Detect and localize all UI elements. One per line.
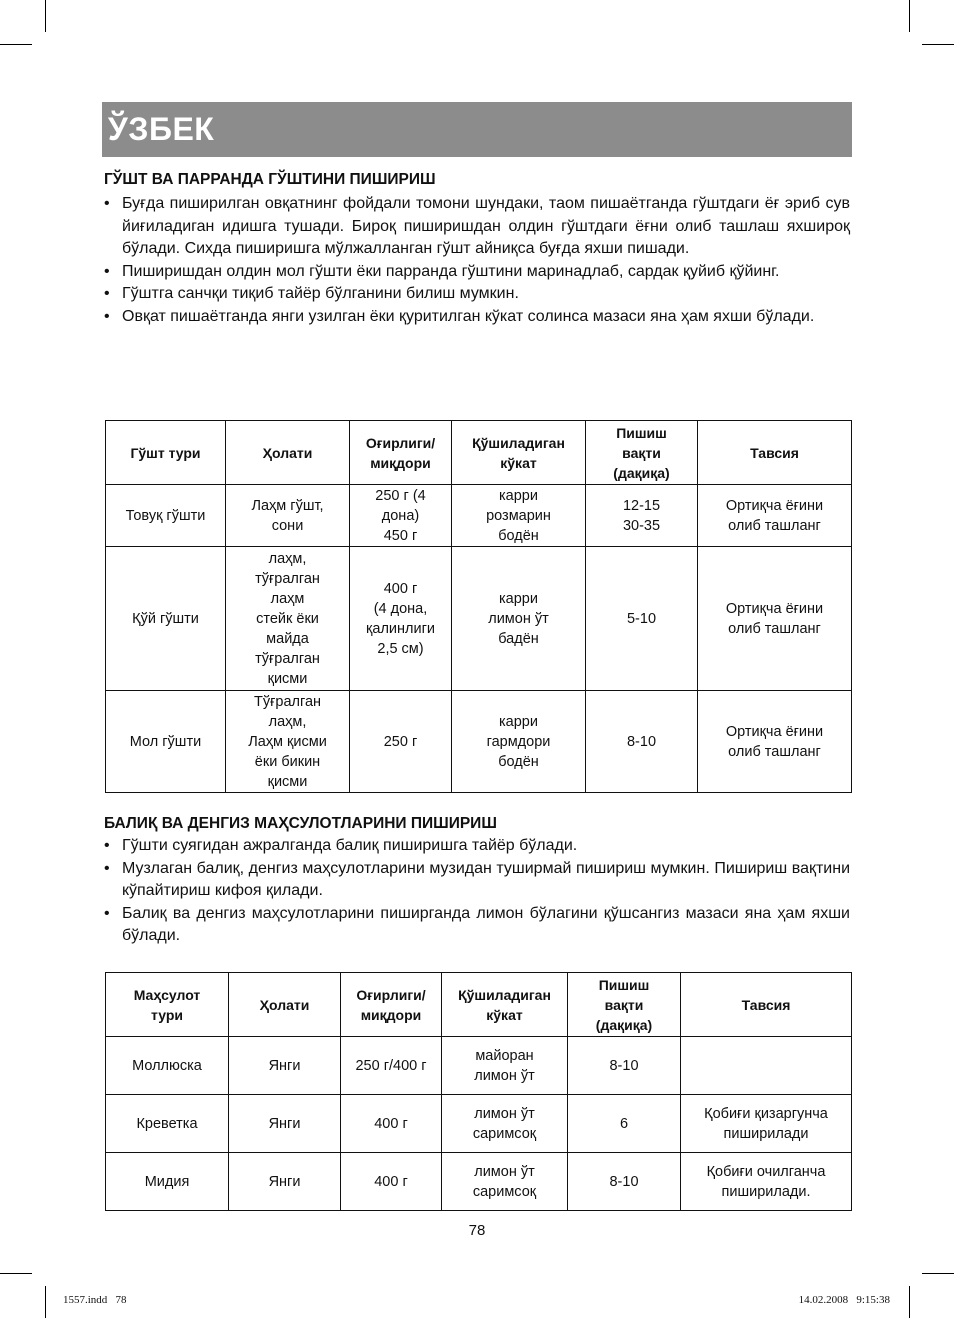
table-cell: Товуқ гўшти [106, 485, 226, 547]
crop-mark [922, 1273, 954, 1274]
table-row [106, 691, 852, 793]
table-cell: 6 [568, 1095, 681, 1153]
column-header: Қўшиладиган кўкат [452, 421, 586, 485]
fish-bullet-list [104, 835, 850, 948]
table-cell: 250 г (4 дона) 450 г [350, 485, 452, 547]
table-cell: Моллюска [106, 1037, 229, 1095]
crop-mark [0, 1273, 32, 1274]
list-item: • Буғда пиширилган овқатнинг фойдали томони шундаки, таом пишаётганда гўштдаги ёғ эриб сув йиғиладиган идишга тушади. Бироқ пиширишдан олдин гўштдаги ёғни олиб ташлаш яхшироқ бўлади. Сихда пиширишга мўлжалланган гўшт айниқса буғда яхши пишади. [104, 193, 850, 261]
meat-section-heading: ГЎШТ ВА ПАРРАНДА ГЎШТИНИ ПИШИРИШ [104, 171, 436, 188]
table-cell: Қобиғи қизаргунча пиширилади [681, 1095, 852, 1153]
table-cell: Янги [229, 1153, 341, 1211]
table-cell: Янги [229, 1095, 341, 1153]
table-cell: Янги [229, 1037, 341, 1095]
meat-cooking-table [105, 420, 852, 793]
meat-bullet-list [104, 193, 850, 328]
table-cell: Тўғралган лаҳм, Лаҳм қисми ёки бикин қисми [226, 691, 350, 793]
table-cell: 400 г (4 дона, қалинлиги 2,5 см) [350, 547, 452, 691]
table-cell: 400 г [341, 1153, 442, 1211]
column-header: Қўшиладиган кўкат [442, 973, 568, 1037]
column-header: Пишиш вақти (дақиқа) [586, 421, 698, 485]
table-row [106, 485, 852, 547]
column-header: Маҳсулот тури [106, 973, 229, 1037]
table-cell: Мидия [106, 1153, 229, 1211]
table-cell: Ортиқча ёғини олиб ташланг [698, 485, 852, 547]
column-header: Оғирлиги/ миқдори [350, 421, 452, 485]
table-row [106, 1095, 852, 1153]
table-cell: Мол гўшти [106, 691, 226, 793]
table-cell: лимон ўт саримсоқ [442, 1095, 568, 1153]
table-cell: Креветка [106, 1095, 229, 1153]
table-row [106, 1153, 852, 1211]
list-item: • Пиширишдан олдин мол гўшти ёки парранда гўштини маринадлаб, сардак қуйиб қўйинг. [104, 261, 850, 284]
table-cell: карри гармдори бодён [452, 691, 586, 793]
column-header: Ҳолати [229, 973, 341, 1037]
seafood-cooking-table [105, 972, 852, 1211]
column-header: Оғирлиги/ миқдори [341, 973, 442, 1037]
table-cell: 8-10 [568, 1153, 681, 1211]
table-header-row [106, 421, 852, 485]
column-header: Ҳолати [226, 421, 350, 485]
table-cell: 8-10 [568, 1037, 681, 1095]
table-cell: Ортиқча ёғини олиб ташланг [698, 691, 852, 793]
crop-mark [909, 0, 910, 32]
table-cell: Қўй гўшти [106, 547, 226, 691]
table-row [106, 1037, 852, 1095]
list-item: • Гўштга санчқи тиқиб тайёр бўлганини билиш мумкин. [104, 283, 850, 306]
fish-section-heading: БАЛИҚ ВА ДЕНГИЗ МАҲСУЛОТЛАРИНИ ПИШИРИШ [104, 815, 497, 832]
table-cell: 400 г [341, 1095, 442, 1153]
table-cell: лимон ўт саримсоқ [442, 1153, 568, 1211]
crop-mark [0, 44, 32, 45]
table-cell: 8-10 [586, 691, 698, 793]
page-number: 78 [468, 1222, 486, 1239]
slug-file-text: 1557.indd 78 [63, 1294, 127, 1306]
table-cell: 12-15 30-35 [586, 485, 698, 547]
column-header: Тавсия [681, 973, 852, 1037]
table-cell: Қобиғи очилганча пиширилади. [681, 1153, 852, 1211]
crop-mark [909, 1286, 910, 1318]
table-cell [681, 1037, 852, 1095]
table-header-row [106, 973, 852, 1037]
slug-timestamp [799, 1294, 890, 1306]
table-cell: Ортиқча ёғини олиб ташланг [698, 547, 852, 691]
crop-mark [922, 44, 954, 45]
table-cell: майоран лимон ўт [442, 1037, 568, 1095]
crop-mark [45, 1286, 46, 1318]
table-cell: 250 г [350, 691, 452, 793]
crop-mark [45, 0, 46, 32]
column-header: Гўшт тури [106, 421, 226, 485]
list-item: • Овқат пишаётганда янги узилган ёки қуритилган кўкат солинса мазаси яна ҳам яхши бўлади. [104, 306, 850, 329]
table-cell: 250 г/400 г [341, 1037, 442, 1095]
table-cell: лаҳм, тўғралган лаҳм стейк ёки майда тўғралган қисми [226, 547, 350, 691]
column-header: Пишиш вақти (дақиқа) [568, 973, 681, 1037]
banner-title: ЎЗБЕК [108, 111, 215, 147]
slug-date-text: 14.02.2008 9:15:38 [798, 1294, 890, 1306]
table-cell: 5-10 [586, 547, 698, 691]
table-cell: карри розмарин бодён [452, 485, 586, 547]
slug-filename [63, 1294, 127, 1306]
list-item: • Гўшти суягидан ажралганда балиқ пиширишга тайёр бўлади. [104, 835, 850, 858]
table-row [106, 547, 852, 691]
table-cell: Лаҳм гўшт, сони [226, 485, 350, 547]
table-cell: карри лимон ўт бадён [452, 547, 586, 691]
language-banner [102, 102, 852, 157]
list-item: • Музлаган балиқ, денгиз маҳсулотларини музидан туширмай пишириш мумкин. Пишириш вақтини кўпайтириш кифоя қилади. [104, 858, 850, 903]
list-item: • Балиқ ва денгиз маҳсулотларини пиширганда лимон бўлагини қўшсангиз мазаси яна ҳам яхши бўлади. [104, 903, 850, 948]
column-header: Тавсия [698, 421, 852, 485]
